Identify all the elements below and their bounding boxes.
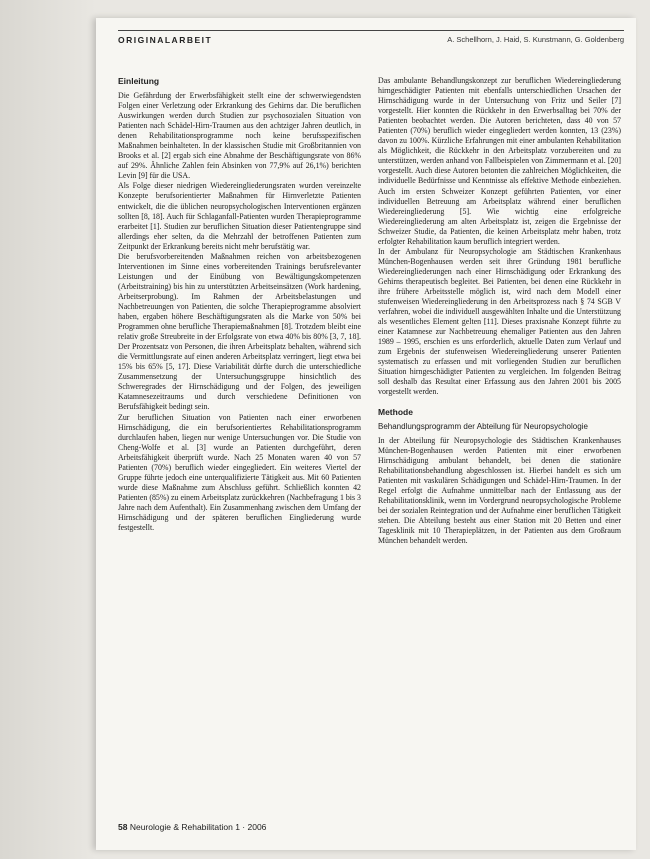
article-page — [96, 18, 636, 850]
journal-name: Neurologie & Rehabilitation 1 · 2006 — [129, 822, 267, 832]
section-label: ORIGINALARBEIT — [118, 35, 213, 45]
left-column — [118, 76, 361, 533]
paragraph: Die Gefährdung der Erwerbsfähigkeit stellt eine der schwerwiegendsten Folgen einer Verletzung oder Erkrankung des Gehirns dar. Die beruflichen Auswirkungen werden durch Studien zur psychosozialen Situation von Patienten nach Schädel-Hirn-Traumen aus den achtziger Jahren deutlich, in denen Rehabilitationsprogramme noch keine berufsspezifischen Maßnahmen beinhalteten. In der klassischen Studie mit Großbritannien von Brooks et al. [2] ergab sich eine Abnahme der Beschäftigungsrate von 86% auf 29%. Ähnliche Zahlen fein Absinken von 77,9% auf 26,1%) berichten Levin [9] für die USA. — [118, 91, 361, 181]
page-number: 58 — [118, 822, 128, 832]
section-heading-methode: Methode — [378, 406, 413, 417]
subsection-heading: Behandlungsprogramm der Abteilung für Neuropsychologie — [378, 421, 588, 431]
running-header — [118, 30, 624, 48]
right-column — [378, 76, 621, 546]
page-footer — [118, 822, 266, 832]
paragraph: Als Folge dieser niedrigen Wiedereingliederungsraten wurden vereinzelte Konzepte berufsorientierter Maßnahmen für Hirnverletzte Patienten entwickelt, die die üblichen neuropsychologischen Interventionen ergänzen sollten [8, 18]. Auch für Schlaganfall-Patienten wurden Therapieprogramme erarbeitet [1]. Studien zur beruflichen Situation dieser Patientengruppe sind allerdings eher selten, da die Mehrzahl der betroffenen Patienten zum Zeitpunkt der Erkrankung bereits nicht mehr berufstätig war. — [118, 181, 361, 251]
section-heading-einleitung: Einleitung — [118, 76, 160, 86]
paragraph: Zur beruflichen Situation von Patienten nach einer erworbenen Hirnschädigung, die ein berufsorientiertes Rehabilitationsprogramm durchlaufen haben, liegen nur wenige Untersuchungen vor. Die Studie von Cheng-Wolfe et al. [3] wurde an Patienten durchgeführt, deren Arbeitsfähigkeit überprüft wurde. Nach 25 Monaten waren 40 von 57 Patienten (70%) beruflich wieder eingegliedert. Ein weiteres Viertel der Gruppe führte jedoch eine unterqualifizierte Tätigkeit aus. Mit 60 Patienten wurde diese Maßnahme zum Abschluss geführt. Schließlich konnten 42 Patienten (85%) zu einem Arbeitsplatz zurückkehren (Nachbefragung 1 bis 3 Jahre nach dem Aufenthalt). Ein Zusammenhang zwischen dem Umfang der Hirnschädigung und der späteren beruflichen Eingliederung wurde festgestellt. — [118, 412, 361, 533]
paragraph: Das ambulante Behandlungskonzept zur beruflichen Wiedereingliederung hirngeschädigter Patienten mit ebenfalls unterschiedlichen Ursachen der Hirnschädigung wurde in der Untersuchung von Fritz und Seiler [7] vorgestellt. Hier konnten die Rückkehr in den Erwerbsalltag bei 70% der Patienten beobachtet werden. Die Autoren berichteten, dass 40 von 57 Patienten (70%) beruflich wieder eingegliedert werden konnten, 13 (23%) davon zu 100%. Kürzliche Erfahrungen mit einer ambulanten Rehabilitation als Möglichkeit, die Rückkehr in den Arbeitsplatz vorzubereiten und zu unterstützen, werden anhand von Fallbeispielen von Zimmermann et al. [20] vorgestellt. Auch diese Autoren betonten die zahlreichen Möglichkeiten, die individuelle Bedürfnisse und Kenntnisse als effektive Methode einbeziehen. Auch im ersten Schweizer Konzept geführten Patienten, vor einer individuellen Betreuung am Arbeitsplatz während einer beruflichen Wiedereingliederung [5]. Wie wichtig eine erfolgreiche Wiedereingliederung am alten Arbeitsplatz ist, zeigen die Ergebnisse der Schweizer Studie, da Patienten, die keinen Arbeitsplatz mehr haben, trotz erfolgter Rehabilitation kaum beruflich integriert werden. — [378, 76, 621, 246]
paragraph: Die berufsvorbereitenden Maßnahmen reichen von arbeitsbezogenen Interventionen im Sinne eines vorbereitenden Trainings berufsrelevanter Leistungen und der Einübung von Bewältigungskompetenzen (Arbeitstraining) bis hin zu unterstützten Arbeitseinsätzen (Work hardening, Arbeitserprobung). Im Rahmen der Arbeitsbelastungen und Nachbetreuungen von Patienten, die solche Therapieprogramme absolviert haben, ergaben höhere Beschäftigungsraten als die Marke von 50% bei Programmen ohne berufliche Therapiemaßnahmen [8]. Trotzdem bleibt eine relativ große Streubreite in der Erfolgsrate von etwa 40% bis 80% [3, 7, 18]. Der Prozentsatz von Personen, die ihren Arbeitsplatz behalten, während sich die Vermittlungsrate auf einen anderen Arbeitsplatz verringert, liegt etwa bei 15% bis 65% [5, 17]. Diese Variabilität dürfte durch die unterschiedliche Zusammensetzung der Untersuchungsgruppe hinsichtlich des Schweregrades der Hirnschädigung und der Folgen, des jeweiligen Katamnesezeitraums und durch verschiedene Definitionen von Berufsfähigkeit bedingt sein. — [118, 251, 361, 412]
author-line: A. Schellhorn, J. Haid, S. Kunstmann, G. Goldenberg — [447, 35, 624, 44]
paragraph: In der Abteilung für Neuropsychologie des Städtischen Krankenhauses München-Bogenhausen werden Patienten mit einer erworbenen Hirnschädigung ambulant behandelt, bei denen die stationäre Rehabilitationsbehandlung abgeschlossen ist. Hierbei handelt es sich um Patienten mit vaskulären Schädigungen und Schädel-Hirn-Traumen. In der Regel erfolgt die Aufnahme unmittelbar nach der Entlassung aus der Rehabilitationsklinik, wenn im Vordergrund neuropsychologische Probleme bei der sozialen Reintegration und der Aufnahme einer beruflichen Tätigkeit stehen. Die Abteilung besteht aus einer Station mit 20 Betten und einer Tagesklinik mit 10 Therapieplätzen, in der Patienten aus dem Großraum München behandelt werden. — [378, 435, 621, 545]
paragraph: In der Ambulanz für Neuropsychologie am Städtischen Krankenhaus München-Bogenhausen werden seit ihrer Gründung 1981 berufliche Wiedereingliederungen nach einer Hirnschädigung oder Erkrankung des Gehirns therapeutisch begleitet. Bei Patienten, bei denen eine Rückkehr in ihre frühere Arbeitsstelle möglich ist, wird nach dem Modell einer stufenweisen Wiedereingliederung in den Arbeitsprozess nach § 74 SGB V verfahren, wobei die individuell ausgewählten Inhalte und die Unterstützung als wesentliches Element gelten [11]. Dieses praxisnahe Konzept führte zu einer Katamnese zur Nachbetreuung ehemaliger Patienten aus den Jahren 1989 – 1995, erschien es uns erforderlich, aktuelle Daten zum Verlauf und zum Ergebnis der stufenweisen Wiedereingliederung unserer Patienten systematisch zu erfassen und mit vorliegenden Studien zur beruflichen Situation hirngeschädigter Patienten zu vergleichen. Im folgenden Beitrag soll deshalb das Resultat einer Erfassung aus den Jahren 2001 bis 2005 vorgestellt werden. — [378, 246, 621, 397]
scan-margin — [0, 0, 96, 859]
